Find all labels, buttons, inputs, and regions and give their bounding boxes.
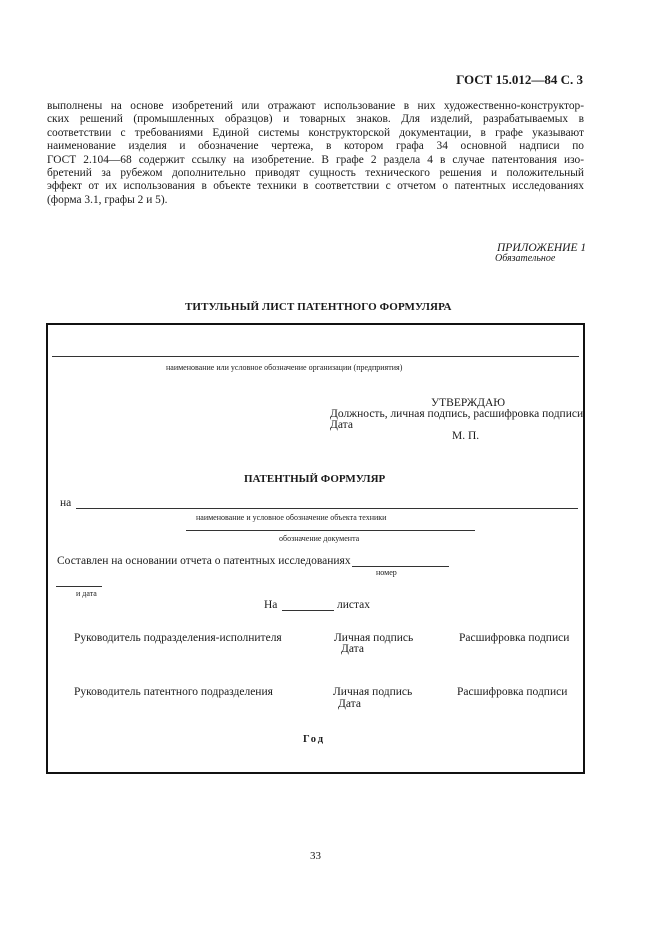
form-frame xyxy=(46,323,585,774)
compiled-text: Составлен на основании отчета о патентных исследованиях xyxy=(57,555,351,567)
signature-decoding: Расшифровка подписи xyxy=(459,632,570,644)
body-paragraph xyxy=(47,100,584,207)
paragraph-line: ГОСТ 2.104—68 содержит ссылку на изобретение. В графе 2 раздела 4 в случае патентования изо- xyxy=(47,153,584,166)
paragraph-line: бретений за рубежом дополнительно приводят сущность технического решения и положительный xyxy=(47,167,584,180)
signature-role: Руководитель подразделения-исполнителя xyxy=(74,632,282,644)
sheets-prefix: На xyxy=(264,599,278,611)
signature-label: Личная подпись xyxy=(333,686,413,698)
paragraph-line: выполнены на основе изобретений или отражают использование в них художественно-конструктор- xyxy=(47,100,584,112)
signature-label: Личная подпись xyxy=(334,632,414,644)
approve-label: УТВЕРЖДАЮ xyxy=(431,397,506,409)
page-header: ГОСТ 15.012—84 С. 3 xyxy=(456,72,583,87)
paragraph-line: наименование изделия и обозначение чертежа, в котором графа 34 основной надписи по xyxy=(47,140,584,153)
appendix-label: ПРИЛОЖЕНИЕ 1 xyxy=(497,242,587,254)
sheets-suffix: листах xyxy=(337,599,371,611)
appendix-status: Обязательное xyxy=(495,253,556,264)
na-label: на xyxy=(60,497,72,509)
paragraph-line: ских решений (промышленных образцов) и товарных знаков. Для изделий, разрабатываемых в xyxy=(47,113,584,126)
form-title: ПАТЕНТНЫЙ ФОРМУЛЯР xyxy=(244,473,386,485)
and-date-caption: и дата xyxy=(76,589,97,598)
sheet-title: ТИТУЛЬНЫЙ ЛИСТ ПАТЕНТНОГО ФОРМУЛЯРА xyxy=(185,301,452,313)
year-label: Год xyxy=(303,734,326,745)
paragraph-line: (форма 3.1, графы 2 и 5). xyxy=(47,193,168,206)
approve-date: Дата xyxy=(330,419,353,431)
object-line xyxy=(76,508,578,509)
number-caption: номер xyxy=(376,568,397,577)
report-date-line xyxy=(56,586,102,587)
object-caption: наименование и условное обозначение объекта техники xyxy=(196,513,387,522)
signature-date: Дата xyxy=(338,698,361,710)
signature-role: Руководитель патентного подразделения xyxy=(74,686,273,698)
paragraph-line: эффект от их использования в объекте техники в соответствии с отчетом о патентных исследованиях xyxy=(47,180,584,193)
page-number: 33 xyxy=(310,850,321,862)
organization-line xyxy=(52,356,579,357)
document-caption: обозначение документа xyxy=(279,534,360,543)
organization-caption: наименование или условное обозначение организации (предприятия) xyxy=(166,363,403,372)
document-line xyxy=(186,530,475,531)
signature-decoding: Расшифровка подписи xyxy=(457,686,568,698)
approve-fields: Должность, личная подпись, расшифровка подписи xyxy=(330,408,584,420)
sheets-count-line xyxy=(282,610,334,611)
paragraph-line: соответствии с требованиями Единой системы конструкторской документации, в графе указывают xyxy=(47,126,584,139)
signature-date: Дата xyxy=(341,643,364,655)
report-number-line xyxy=(352,566,449,567)
stamp-label: М. П. xyxy=(452,430,480,442)
